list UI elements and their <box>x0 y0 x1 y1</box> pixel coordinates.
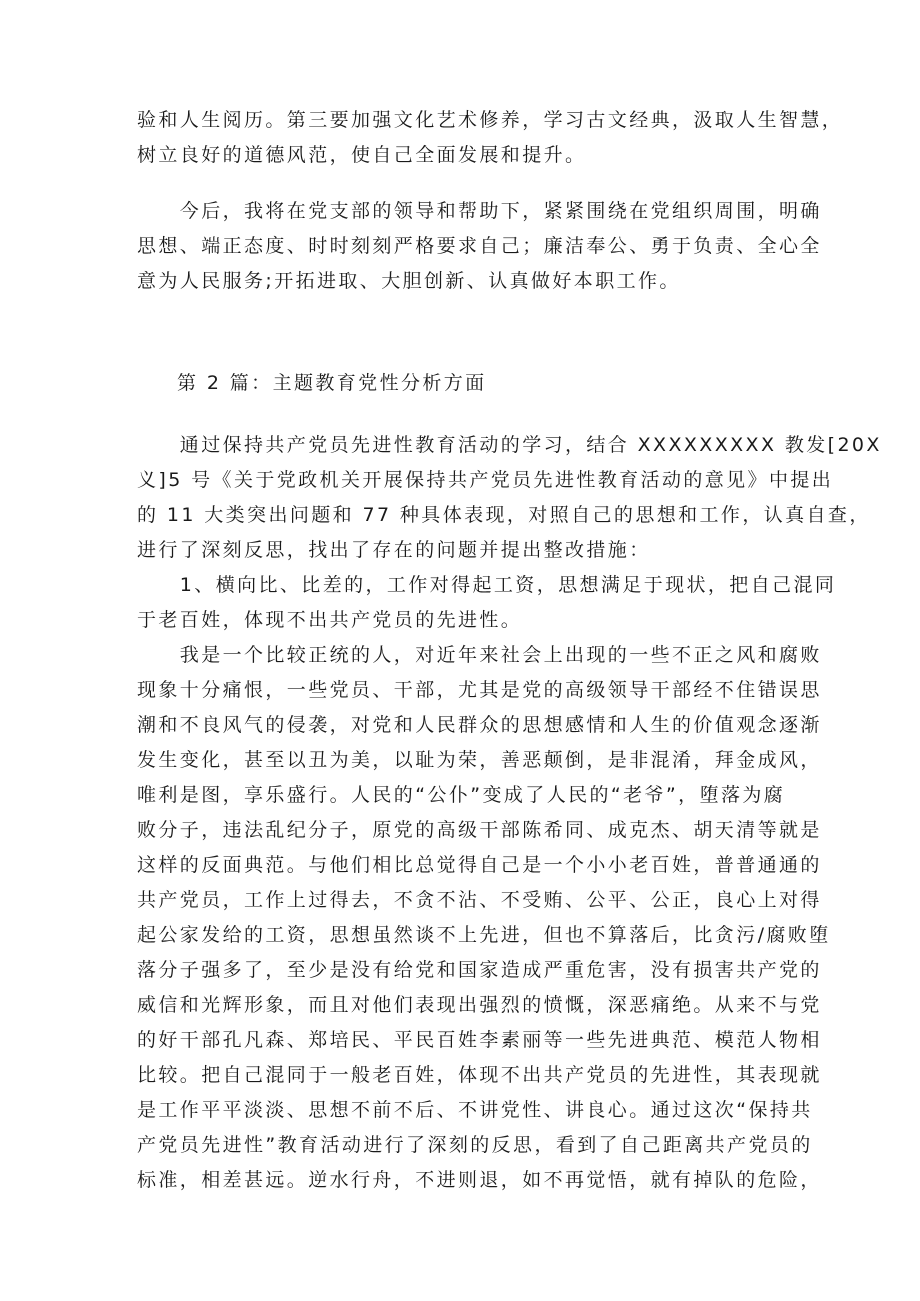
text-line: 1、横向比、比差的，工作对得起工资，思想满足于现状，把自己混同 <box>137 574 837 596</box>
paragraph-body <box>137 638 831 1198</box>
text-line: 起公家发给的工资，思想虽然谈不上先进，但也不算落后，比贪污/腐败堕 <box>137 924 831 946</box>
text-line: 落分子强多了，至少是没有给党和国家造成严重危害，没有损害共产党的 <box>137 959 822 981</box>
text-line: 标准，相差甚远。逆水行舟，不进则退，如不再觉悟，就有掉队的危险， <box>137 1169 822 1191</box>
text-line: 进行了深刻反思，找出了存在的问题并提出整改措施： <box>137 539 651 561</box>
text-line: 败分子，违法乱纪分子，原党的高级干部陈希同、成克杰、胡天清等就是 <box>137 819 822 841</box>
paragraph-intro <box>137 428 882 568</box>
text-line: 现象十分痛恨，一些党员、干部，尤其是党的高级领导干部经不住错误思 <box>137 679 822 701</box>
text-line: 我是一个比较正统的人，对近年来社会上出现的一些不正之风和腐败 <box>137 644 822 666</box>
text-line: 是工作平平淡淡、思想不前不后、不讲党性、讲良心。通过这次“保持共 <box>137 1099 813 1121</box>
text-line: 唯利是图，享乐盛行。人民的“公仆”变成了人民的“老爷”，堕落为腐 <box>137 784 786 806</box>
text-line: 树立良好的道德风范，使自己全面发展和提升。 <box>137 144 587 166</box>
text-line: 共产党员，工作上过得去，不贪不沾、不受贿、公平、公正，良心上对得 <box>137 889 822 911</box>
text-line: 思想、端正态度、时时刻刻严格要求自己；廉洁奉公、勇于负责、全心全 <box>137 235 822 257</box>
text-line: 意为人民服务;开拓进取、大胆创新、认真做好本职工作。 <box>137 270 681 292</box>
paragraph-continuation <box>137 103 844 173</box>
text-line: 产党员先进性”教育活动进行了深刻的反思，看到了自己距离共产党员的 <box>137 1134 813 1156</box>
text-line: 比较。把自己混同于一般老百姓，体现不出共产党员的先进性，其表现就 <box>137 1064 822 1086</box>
text-line: 验和人生阅历。第三要加强文化艺术修养，学习古文经典，汲取人生智慧， <box>137 109 844 131</box>
text-line: 的 11 大类突出问题和 77 种具体表现，对照自己的思想和工作，认真自查， <box>137 504 871 526</box>
text-line: 威信和光辉形象，而且对他们表现出强烈的愤慨，深恶痛绝。从来不与党 <box>137 994 822 1016</box>
paragraph-item-1 <box>137 568 837 638</box>
text-line: 通过保持共产党员先进性教育活动的学习，结合 XXXXXXXXX 教发[20X <box>137 434 882 456</box>
text-line: 这样的反面典范。与他们相比总觉得自己是一个小小老百姓，普普通通的 <box>137 854 822 876</box>
text-line: 义]5 号《关于党政机关开展保持共产党员先进性教育活动的意见》中提出 <box>137 469 834 491</box>
text-line: 发生变化，甚至以丑为美，以耻为荣，善恶颠倒，是非混淆，拜金成风， <box>137 749 822 771</box>
text-line: 今后，我将在党支部的领导和帮助下，紧紧围绕在党组织周围，明确 <box>137 200 822 222</box>
section-heading: 第 2 篇：主题教育党性分析方面 <box>177 372 487 394</box>
text-line: 的好干部孔凡森、郑培民、平民百姓李素丽等一些先进典范、模范人物相 <box>137 1029 822 1051</box>
text-line: 于老百姓，体现不出共产党员的先进性。 <box>137 609 523 631</box>
text-line: 潮和不良风气的侵袭，对党和人民群众的思想感情和人生的价值观念逐渐 <box>137 714 822 736</box>
paragraph-future-plans <box>137 194 822 299</box>
